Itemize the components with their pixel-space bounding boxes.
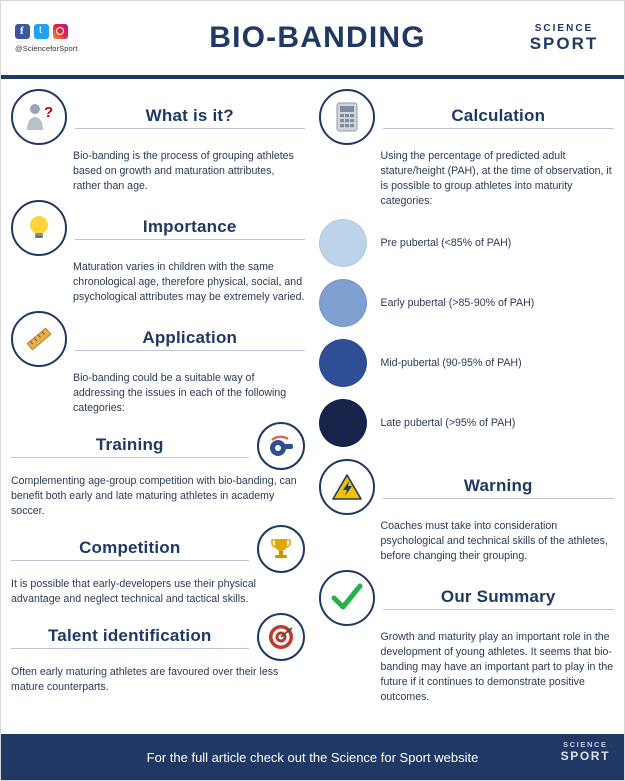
page-header bbox=[1, 1, 624, 79]
section-title: What is it? bbox=[75, 106, 305, 129]
social-block bbox=[1, 24, 121, 53]
section-body: Bio-banding is the process of grouping athletes based on growth and maturation attributes, rather than age. bbox=[73, 150, 294, 192]
brand-logo bbox=[514, 23, 624, 54]
section-header bbox=[319, 570, 615, 626]
right-column bbox=[313, 85, 625, 736]
section-title: Warning bbox=[383, 476, 615, 499]
section-body: Complementing age-group competition with bio-banding, can benefit both early and late maturing athletes in academy soccer. bbox=[11, 475, 297, 517]
list-item bbox=[319, 279, 615, 327]
section-calculation bbox=[319, 89, 615, 209]
left-column bbox=[1, 85, 313, 736]
section-header bbox=[11, 200, 305, 256]
maturity-category-list bbox=[319, 219, 615, 447]
section-our-summary bbox=[319, 570, 615, 705]
footer-brand-top: SCIENCE bbox=[563, 740, 608, 749]
section-warning bbox=[319, 459, 615, 564]
maturity-label: Pre pubertal (<85% of PAH) bbox=[380, 237, 512, 249]
instagram-icon[interactable] bbox=[53, 24, 68, 39]
facebook-icon[interactable] bbox=[15, 24, 30, 39]
section-header bbox=[11, 525, 305, 573]
section-training bbox=[11, 422, 305, 519]
ruler-icon bbox=[11, 311, 67, 367]
section-header bbox=[11, 311, 305, 367]
footer-text: For the full article check out the Science for Sport website bbox=[146, 749, 479, 765]
section-talent-identification bbox=[11, 613, 305, 695]
section-competition bbox=[11, 525, 305, 607]
section-what-is-it bbox=[11, 89, 305, 194]
page-content bbox=[1, 79, 624, 736]
section-body: Bio-banding could be a suitable way of addressing the issues in each of the following categories: bbox=[73, 372, 287, 414]
section-body: Maturation varies in children with the same chronological age, therefore physical, social, and psychological attributes may be extremely varied. bbox=[73, 261, 305, 303]
section-body: Often early maturing athletes are favoured over their less mature counterparts. bbox=[11, 666, 279, 693]
section-title: Calculation bbox=[383, 106, 615, 129]
footer-brand-logo bbox=[561, 740, 610, 763]
late-pubertal-swatch bbox=[319, 399, 367, 447]
section-header bbox=[11, 613, 305, 661]
section-header bbox=[319, 89, 615, 145]
warning-triangle-icon bbox=[319, 459, 375, 515]
section-body: Growth and maturity play an important role in the development of young athletes. It seems that bio-banding may have an important part to play in the future if it continues to demonstrate positive outcomes. bbox=[380, 631, 614, 703]
list-item bbox=[319, 219, 615, 267]
section-title: Our Summary bbox=[383, 587, 615, 610]
social-handle: @ScienceforSport bbox=[15, 43, 78, 53]
page-title: BIO-BANDING bbox=[209, 21, 426, 54]
section-title: Training bbox=[11, 435, 249, 458]
section-title: Competition bbox=[11, 538, 249, 561]
section-title: Importance bbox=[75, 217, 305, 240]
mid-pubertal-swatch bbox=[319, 339, 367, 387]
section-title: Talent identification bbox=[11, 626, 249, 649]
trophy-icon bbox=[257, 525, 305, 573]
calculator-icon bbox=[319, 89, 375, 145]
section-body: It is possible that early-developers use their physical advantage and neglect technical and tactical skills. bbox=[11, 578, 256, 605]
section-header bbox=[11, 89, 305, 145]
maturity-label: Mid-pubertal (90-95% of PAH) bbox=[380, 357, 522, 369]
page-footer bbox=[1, 734, 624, 780]
section-title: Application bbox=[75, 328, 305, 351]
section-application bbox=[11, 311, 305, 416]
whistle-icon bbox=[257, 422, 305, 470]
twitter-icon[interactable] bbox=[34, 24, 49, 39]
maturity-label: Late pubertal (>95% of PAH) bbox=[380, 417, 516, 429]
section-body: Coaches must take into consideration psychological and technical skills of the athletes, before changing their grouping. bbox=[380, 520, 608, 562]
section-header bbox=[319, 459, 615, 515]
section-header bbox=[11, 422, 305, 470]
svg-text:?: ? bbox=[44, 104, 54, 121]
pre-pubertal-swatch bbox=[319, 219, 367, 267]
list-item bbox=[319, 339, 615, 387]
brand-name-top: SCIENCE bbox=[534, 22, 594, 34]
maturity-label: Early pubertal (>85-90% of PAH) bbox=[380, 297, 535, 309]
target-icon bbox=[257, 613, 305, 661]
lightbulb-icon bbox=[11, 200, 67, 256]
early-pubertal-swatch bbox=[319, 279, 367, 327]
footer-brand-bottom: SPORT bbox=[560, 749, 610, 763]
social-icons bbox=[15, 24, 121, 39]
list-item bbox=[319, 399, 615, 447]
section-body: Using the percentage of predicted adult stature/height (PAH), at the time of observation, it is possible to group athletes into maturity categories: bbox=[380, 150, 612, 207]
person-question-icon bbox=[11, 89, 67, 145]
green-check-icon bbox=[319, 570, 375, 626]
brand-name-bottom: SPORT bbox=[529, 33, 599, 53]
section-importance bbox=[11, 200, 305, 305]
